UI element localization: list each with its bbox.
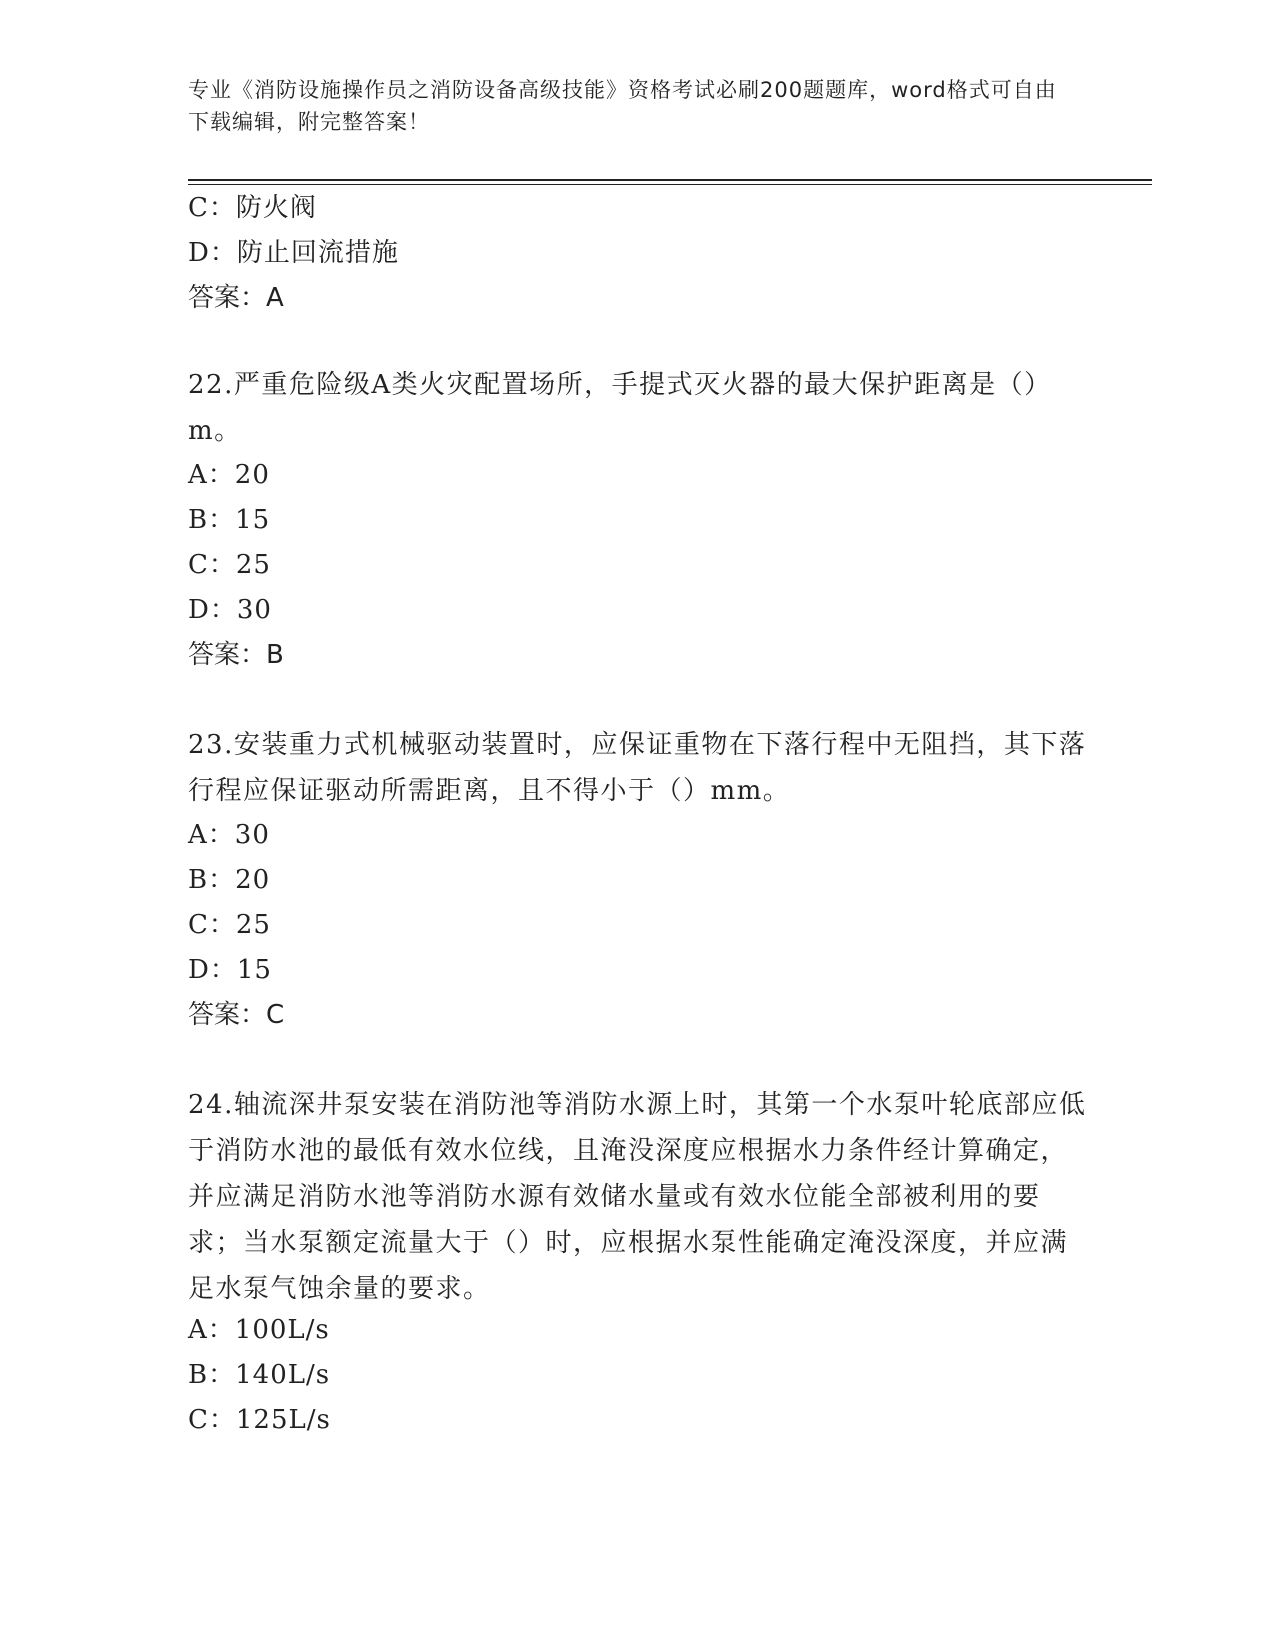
- option-line: D：15: [188, 955, 272, 985]
- header-divider: [188, 179, 1152, 181]
- document-header: 专业《消防设施操作员之消防设备高级技能》资格考试必刷200题题库，word格式可自由下载编辑，附完整答案！: [188, 78, 1057, 134]
- question-text: 23.安装重力式机械驱动装置时，应保证重物在下落行程中无阻挡，其下落行程应保证驱动所需距离，且不得小于（）mm。: [188, 730, 1087, 806]
- question-text: 24.轴流深井泵安装在消防池等消防水源上时，其第一个水泵叶轮底部应低于消防水池的最低有效水位线，且淹没深度应根据水力条件经计算确定，并应满足消防水池等消防水源有效储水量或有效水位能全部被利用的要求；当水泵额定流量大于（）时，应根据水泵性能确定淹没深度，并应满足水泵气蚀余量的要求。: [188, 1090, 1087, 1304]
- option-line: A：100L/s: [188, 1315, 330, 1345]
- answer-line: 答案：A: [188, 283, 284, 313]
- option-line: B：140L/s: [188, 1360, 331, 1390]
- option-line: D：30: [188, 595, 272, 625]
- option-line: C：25: [188, 910, 271, 940]
- option-line: B：20: [188, 865, 271, 895]
- answer-line: 答案：C: [188, 1000, 285, 1030]
- option-line: A：20: [188, 460, 270, 490]
- option-line: C：防火阀: [188, 193, 317, 223]
- option-line: B：15: [188, 505, 271, 535]
- option-line: D：防止回流措施: [188, 238, 399, 268]
- option-line: C：25: [188, 550, 271, 580]
- option-line: A：30: [188, 820, 270, 850]
- question-text: 22.严重危险级A类火灾配置场所，手提式灭火器的最大保护距离是（）m。: [188, 370, 1052, 446]
- option-line: C：125L/s: [188, 1405, 331, 1435]
- answer-line: 答案：B: [188, 640, 284, 670]
